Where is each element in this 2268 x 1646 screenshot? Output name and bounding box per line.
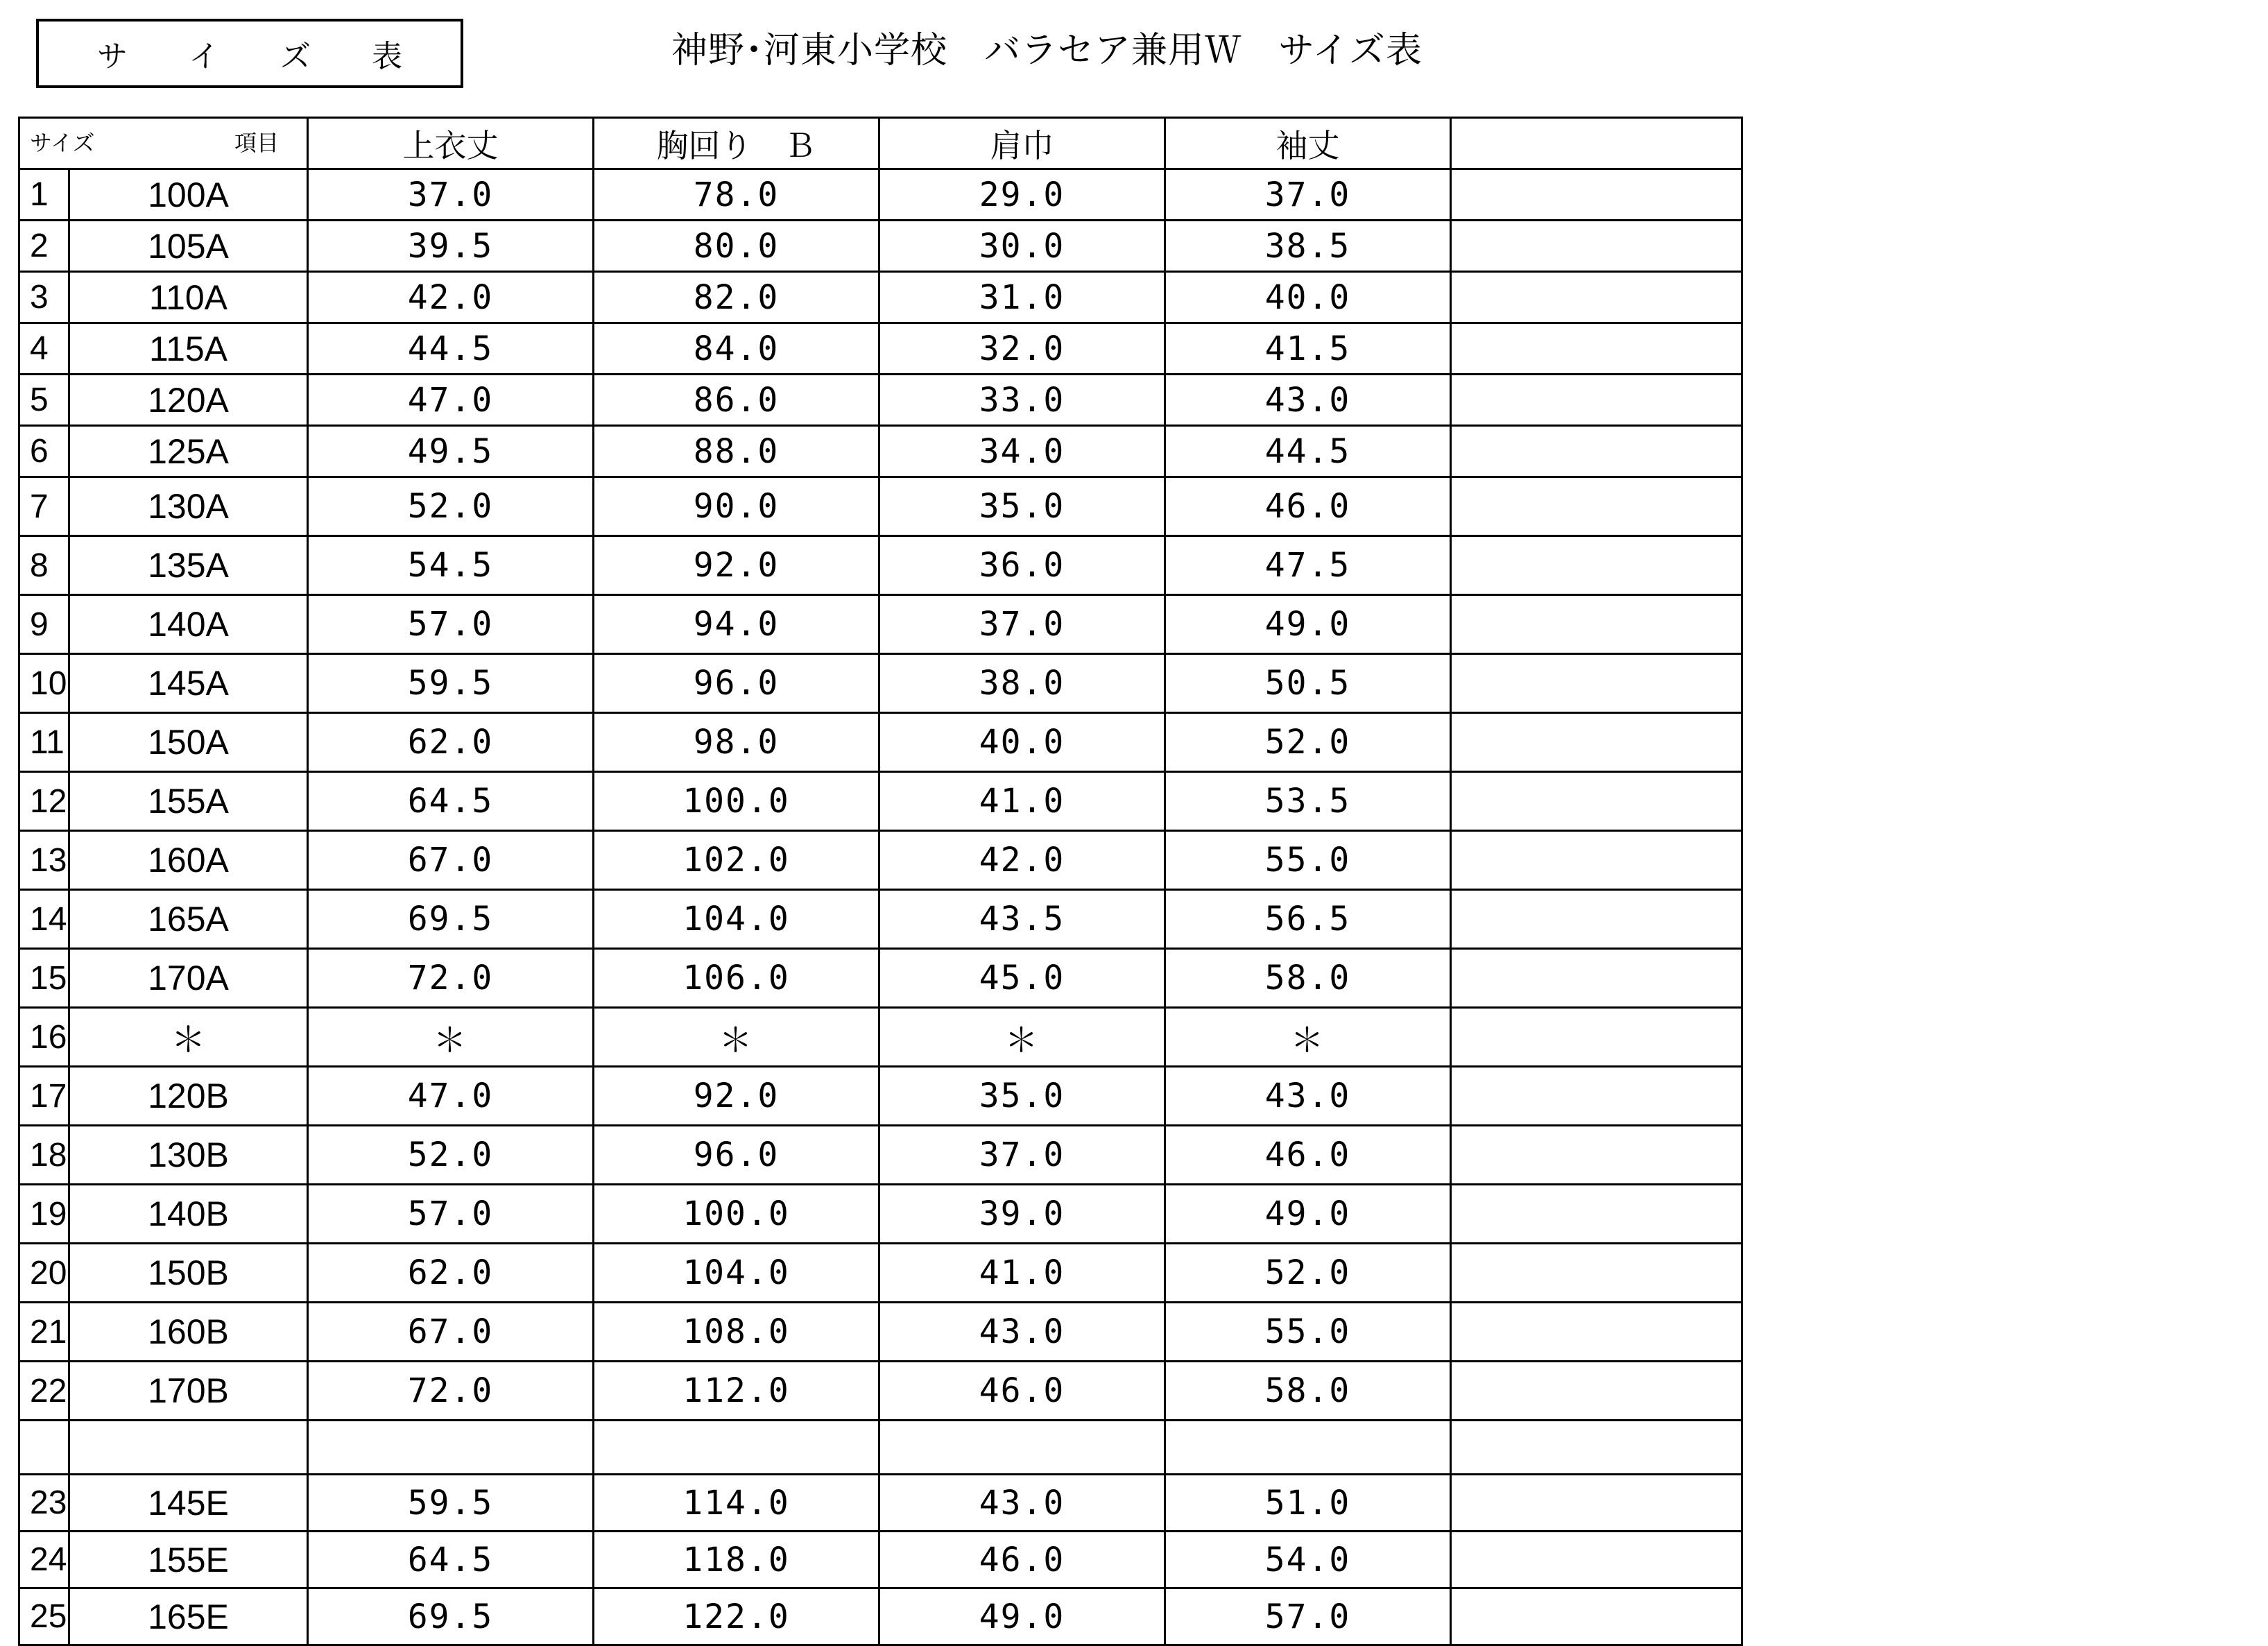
extra-cell bbox=[1451, 1126, 1742, 1185]
jacket-length-cell: 47.0 bbox=[308, 375, 594, 426]
shoulder-width-cell: 43.0 bbox=[879, 1303, 1165, 1362]
row-number-cell: 23 bbox=[19, 1475, 69, 1532]
chest-cell: 80.0 bbox=[594, 221, 879, 272]
extra-cell bbox=[1451, 1185, 1742, 1244]
chest-cell bbox=[594, 1421, 879, 1475]
sleeve-length-cell: 57.0 bbox=[1165, 1588, 1451, 1645]
label-char: イ bbox=[189, 39, 219, 74]
extra-cell bbox=[1451, 1067, 1742, 1126]
table-row bbox=[19, 375, 1742, 426]
chest-cell: ＊ bbox=[594, 1008, 879, 1067]
shoulder-width-cell: 39.0 bbox=[879, 1185, 1165, 1244]
shoulder-width-cell: 35.0 bbox=[879, 477, 1165, 536]
extra-cell bbox=[1451, 772, 1742, 831]
shoulder-width-cell: 36.0 bbox=[879, 536, 1165, 595]
size-cell: 120A bbox=[69, 375, 308, 426]
size-cell: 145E bbox=[69, 1475, 308, 1532]
table-row bbox=[19, 169, 1742, 221]
extra-cell bbox=[1451, 1588, 1742, 1645]
chest-cell: 108.0 bbox=[594, 1303, 879, 1362]
size-table bbox=[18, 117, 1743, 1646]
size-cell: 160B bbox=[69, 1303, 308, 1362]
extra-cell bbox=[1451, 654, 1742, 713]
shoulder-width-cell: 46.0 bbox=[879, 1532, 1165, 1588]
size-cell: 170A bbox=[69, 949, 308, 1008]
table-row bbox=[19, 1362, 1742, 1421]
table-row bbox=[19, 772, 1742, 831]
sleeve-length-cell: 37.0 bbox=[1165, 169, 1451, 221]
sleeve-length-cell: 52.0 bbox=[1165, 1244, 1451, 1303]
row-number-cell: 7 bbox=[19, 477, 69, 536]
sleeve-length-cell: 49.0 bbox=[1165, 1185, 1451, 1244]
row-number-cell: 16 bbox=[19, 1008, 69, 1067]
row-number-cell: 20 bbox=[19, 1244, 69, 1303]
sleeve-length-cell: 46.0 bbox=[1165, 477, 1451, 536]
label-char: ズ bbox=[280, 39, 311, 74]
sleeve-length-cell: 46.0 bbox=[1165, 1126, 1451, 1185]
size-cell: 130B bbox=[69, 1126, 308, 1185]
sleeve-length-cell: 56.5 bbox=[1165, 890, 1451, 949]
sleeve-length-cell: ＊ bbox=[1165, 1008, 1451, 1067]
table-row bbox=[19, 831, 1742, 890]
sleeve-length-cell: 49.0 bbox=[1165, 595, 1451, 654]
extra-cell bbox=[1451, 713, 1742, 772]
shoulder-width-cell: 29.0 bbox=[879, 169, 1165, 221]
row-number-cell: 8 bbox=[19, 536, 69, 595]
jacket-length-cell: 57.0 bbox=[308, 1185, 594, 1244]
shoulder-width-cell: 38.0 bbox=[879, 654, 1165, 713]
jacket-length-cell: 62.0 bbox=[308, 1244, 594, 1303]
jacket-length-cell: 54.5 bbox=[308, 536, 594, 595]
table-row bbox=[19, 1421, 1742, 1475]
sleeve-length-cell: 52.0 bbox=[1165, 713, 1451, 772]
table-row bbox=[19, 323, 1742, 375]
size-cell: 165A bbox=[69, 890, 308, 949]
jacket-length-cell bbox=[308, 1421, 594, 1475]
chest-cell: 114.0 bbox=[594, 1475, 879, 1532]
extra-cell bbox=[1451, 477, 1742, 536]
item-header-label: 項目 bbox=[234, 130, 279, 156]
chest-cell: 104.0 bbox=[594, 890, 879, 949]
jacket-length-cell: 49.5 bbox=[308, 426, 594, 477]
jacket-length-cell: 37.0 bbox=[308, 169, 594, 221]
sleeve-length-cell: 58.0 bbox=[1165, 1362, 1451, 1421]
extra-cell bbox=[1451, 536, 1742, 595]
sleeve-length-header: 袖丈 bbox=[1165, 118, 1451, 169]
row-number-cell: 25 bbox=[19, 1588, 69, 1645]
sleeve-length-cell: 38.5 bbox=[1165, 221, 1451, 272]
extra-cell bbox=[1451, 1421, 1742, 1475]
jacket-length-cell: 67.0 bbox=[308, 831, 594, 890]
table-row bbox=[19, 1067, 1742, 1126]
extra-cell bbox=[1451, 323, 1742, 375]
size-cell: 170B bbox=[69, 1362, 308, 1421]
table-row bbox=[19, 1244, 1742, 1303]
shoulder-width-cell: 30.0 bbox=[879, 221, 1165, 272]
row-number-cell bbox=[19, 1421, 69, 1475]
size-cell: ＊ bbox=[69, 1008, 308, 1067]
size-cell: 160A bbox=[69, 831, 308, 890]
extra-cell bbox=[1451, 1475, 1742, 1532]
extra-cell bbox=[1451, 1244, 1742, 1303]
extra-cell bbox=[1451, 831, 1742, 890]
row-number-cell: 4 bbox=[19, 323, 69, 375]
jacket-length-header: 上衣丈 bbox=[308, 118, 594, 169]
row-number-cell: 12 bbox=[19, 772, 69, 831]
size-cell: 110A bbox=[69, 272, 308, 323]
row-number-cell: 21 bbox=[19, 1303, 69, 1362]
sleeve-length-cell: 55.0 bbox=[1165, 1303, 1451, 1362]
shoulder-width-cell: 43.0 bbox=[879, 1475, 1165, 1532]
shoulder-width-cell: 41.0 bbox=[879, 1244, 1165, 1303]
chest-cell: 104.0 bbox=[594, 1244, 879, 1303]
chest-cell: 118.0 bbox=[594, 1532, 879, 1588]
chest-cell: 122.0 bbox=[594, 1588, 879, 1645]
table-row bbox=[19, 1126, 1742, 1185]
shoulder-width-cell: 43.5 bbox=[879, 890, 1165, 949]
shoulder-width-cell: 46.0 bbox=[879, 1362, 1165, 1421]
sleeve-length-cell: 40.0 bbox=[1165, 272, 1451, 323]
jacket-length-cell: 72.0 bbox=[308, 949, 594, 1008]
chest-header: 胸回り Ｂ bbox=[594, 118, 879, 169]
table-row bbox=[19, 949, 1742, 1008]
chest-cell: 94.0 bbox=[594, 595, 879, 654]
jacket-length-cell: ＊ bbox=[308, 1008, 594, 1067]
row-number-cell: 10 bbox=[19, 654, 69, 713]
extra-cell bbox=[1451, 169, 1742, 221]
size-header-label: サイズ bbox=[30, 130, 95, 156]
chest-cell: 112.0 bbox=[594, 1362, 879, 1421]
chest-cell: 92.0 bbox=[594, 536, 879, 595]
chest-cell: 100.0 bbox=[594, 772, 879, 831]
jacket-length-cell: 62.0 bbox=[308, 713, 594, 772]
sleeve-length-cell: 53.5 bbox=[1165, 772, 1451, 831]
row-number-cell: 13 bbox=[19, 831, 69, 890]
shoulder-width-cell: 42.0 bbox=[879, 831, 1165, 890]
shoulder-width-cell: 49.0 bbox=[879, 1588, 1165, 1645]
sleeve-length-cell: 54.0 bbox=[1165, 1532, 1451, 1588]
size-cell: 155E bbox=[69, 1532, 308, 1588]
shoulder-width-cell: 31.0 bbox=[879, 272, 1165, 323]
sleeve-length-cell: 47.5 bbox=[1165, 536, 1451, 595]
jacket-length-cell: 67.0 bbox=[308, 1303, 594, 1362]
extra-cell bbox=[1451, 375, 1742, 426]
jacket-length-cell: 59.5 bbox=[308, 654, 594, 713]
size-cell: 145A bbox=[69, 654, 308, 713]
extra-cell bbox=[1451, 595, 1742, 654]
jacket-length-cell: 42.0 bbox=[308, 272, 594, 323]
size-cell: 165E bbox=[69, 1588, 308, 1645]
chest-cell: 90.0 bbox=[594, 477, 879, 536]
size-cell: 155A bbox=[69, 772, 308, 831]
label-char: サ bbox=[97, 39, 128, 74]
extra-cell bbox=[1451, 1008, 1742, 1067]
shoulder-width-cell: 41.0 bbox=[879, 772, 1165, 831]
sleeve-length-cell: 51.0 bbox=[1165, 1475, 1451, 1532]
jacket-length-cell: 64.5 bbox=[308, 1532, 594, 1588]
chest-cell: 102.0 bbox=[594, 831, 879, 890]
table-row bbox=[19, 1475, 1742, 1532]
extra-cell bbox=[1451, 949, 1742, 1008]
table-row bbox=[19, 1008, 1742, 1067]
size-cell: 150A bbox=[69, 713, 308, 772]
chest-cell: 98.0 bbox=[594, 713, 879, 772]
sleeve-length-cell: 41.5 bbox=[1165, 323, 1451, 375]
sleeve-length-cell: 43.0 bbox=[1165, 1067, 1451, 1126]
shoulder-width-header: 肩巾 bbox=[879, 118, 1165, 169]
shoulder-width-cell: 32.0 bbox=[879, 323, 1165, 375]
table-row bbox=[19, 426, 1742, 477]
jacket-length-cell: 69.5 bbox=[308, 890, 594, 949]
sleeve-length-cell: 55.0 bbox=[1165, 831, 1451, 890]
table-row bbox=[19, 890, 1742, 949]
table-row bbox=[19, 1185, 1742, 1244]
sleeve-length-cell bbox=[1165, 1421, 1451, 1475]
extra-header bbox=[1451, 118, 1742, 169]
table-row bbox=[19, 1303, 1742, 1362]
table-row bbox=[19, 713, 1742, 772]
size-cell: 105A bbox=[69, 221, 308, 272]
chest-cell: 100.0 bbox=[594, 1185, 879, 1244]
size-cell: 120B bbox=[69, 1067, 308, 1126]
extra-cell bbox=[1451, 426, 1742, 477]
row-number-cell: 5 bbox=[19, 375, 69, 426]
chest-cell: 92.0 bbox=[594, 1067, 879, 1126]
jacket-length-cell: 52.0 bbox=[308, 477, 594, 536]
sleeve-length-cell: 58.0 bbox=[1165, 949, 1451, 1008]
jacket-length-cell: 69.5 bbox=[308, 1588, 594, 1645]
chest-cell: 78.0 bbox=[594, 169, 879, 221]
extra-cell bbox=[1451, 1303, 1742, 1362]
sleeve-length-cell: 50.5 bbox=[1165, 654, 1451, 713]
shoulder-width-cell: 35.0 bbox=[879, 1067, 1165, 1126]
sleeve-length-cell: 44.5 bbox=[1165, 426, 1451, 477]
chest-cell: 86.0 bbox=[594, 375, 879, 426]
row-number-cell: 2 bbox=[19, 221, 69, 272]
chest-cell: 96.0 bbox=[594, 654, 879, 713]
size-cell: 135A bbox=[69, 536, 308, 595]
size-cell bbox=[69, 1421, 308, 1475]
row-number-cell: 6 bbox=[19, 426, 69, 477]
page-title: 神野･河東小学校 バラセア兼用Ｗ サイズ表 bbox=[671, 30, 1423, 71]
size-cell: 115A bbox=[69, 323, 308, 375]
row-number-cell: 18 bbox=[19, 1126, 69, 1185]
shoulder-width-cell: ＊ bbox=[879, 1008, 1165, 1067]
extra-cell bbox=[1451, 1532, 1742, 1588]
jacket-length-cell: 59.5 bbox=[308, 1475, 594, 1532]
shoulder-width-cell: 45.0 bbox=[879, 949, 1165, 1008]
jacket-length-cell: 72.0 bbox=[308, 1362, 594, 1421]
jacket-length-cell: 44.5 bbox=[308, 323, 594, 375]
jacket-length-cell: 64.5 bbox=[308, 772, 594, 831]
chest-cell: 96.0 bbox=[594, 1126, 879, 1185]
row-number-cell: 17 bbox=[19, 1067, 69, 1126]
shoulder-width-cell: 37.0 bbox=[879, 1126, 1165, 1185]
size-cell: 100A bbox=[69, 169, 308, 221]
table-row bbox=[19, 1532, 1742, 1588]
row-number-cell: 19 bbox=[19, 1185, 69, 1244]
chest-cell: 82.0 bbox=[594, 272, 879, 323]
size-cell: 125A bbox=[69, 426, 308, 477]
extra-cell bbox=[1451, 272, 1742, 323]
extra-cell bbox=[1451, 221, 1742, 272]
row-number-cell: 9 bbox=[19, 595, 69, 654]
size-cell: 140A bbox=[69, 595, 308, 654]
row-number-cell: 15 bbox=[19, 949, 69, 1008]
table-header-row bbox=[19, 118, 1742, 169]
row-number-cell: 3 bbox=[19, 272, 69, 323]
jacket-length-cell: 52.0 bbox=[308, 1126, 594, 1185]
row-number-cell: 24 bbox=[19, 1532, 69, 1588]
table-row bbox=[19, 1588, 1742, 1645]
sleeve-length-cell: 43.0 bbox=[1165, 375, 1451, 426]
extra-cell bbox=[1451, 1362, 1742, 1421]
chest-cell: 106.0 bbox=[594, 949, 879, 1008]
table-row bbox=[19, 221, 1742, 272]
row-number-cell: 14 bbox=[19, 890, 69, 949]
table-row bbox=[19, 654, 1742, 713]
chest-cell: 88.0 bbox=[594, 426, 879, 477]
table-row bbox=[19, 272, 1742, 323]
row-number-cell: 1 bbox=[19, 169, 69, 221]
table-row bbox=[19, 477, 1742, 536]
row-number-cell: 22 bbox=[19, 1362, 69, 1421]
size-cell: 150B bbox=[69, 1244, 308, 1303]
row-number-cell: 11 bbox=[19, 713, 69, 772]
jacket-length-cell: 39.5 bbox=[308, 221, 594, 272]
size-cell: 130A bbox=[69, 477, 308, 536]
shoulder-width-cell: 37.0 bbox=[879, 595, 1165, 654]
table-row bbox=[19, 595, 1742, 654]
size-cell: 140B bbox=[69, 1185, 308, 1244]
jacket-length-cell: 57.0 bbox=[308, 595, 594, 654]
chest-cell: 84.0 bbox=[594, 323, 879, 375]
shoulder-width-cell: 34.0 bbox=[879, 426, 1165, 477]
table-row bbox=[19, 536, 1742, 595]
shoulder-width-cell bbox=[879, 1421, 1165, 1475]
label-char: 表 bbox=[372, 39, 402, 74]
shoulder-width-cell: 40.0 bbox=[879, 713, 1165, 772]
size-chart-label-box bbox=[36, 19, 463, 88]
jacket-length-cell: 47.0 bbox=[308, 1067, 594, 1126]
shoulder-width-cell: 33.0 bbox=[879, 375, 1165, 426]
extra-cell bbox=[1451, 890, 1742, 949]
corner-header-cell bbox=[19, 118, 308, 169]
